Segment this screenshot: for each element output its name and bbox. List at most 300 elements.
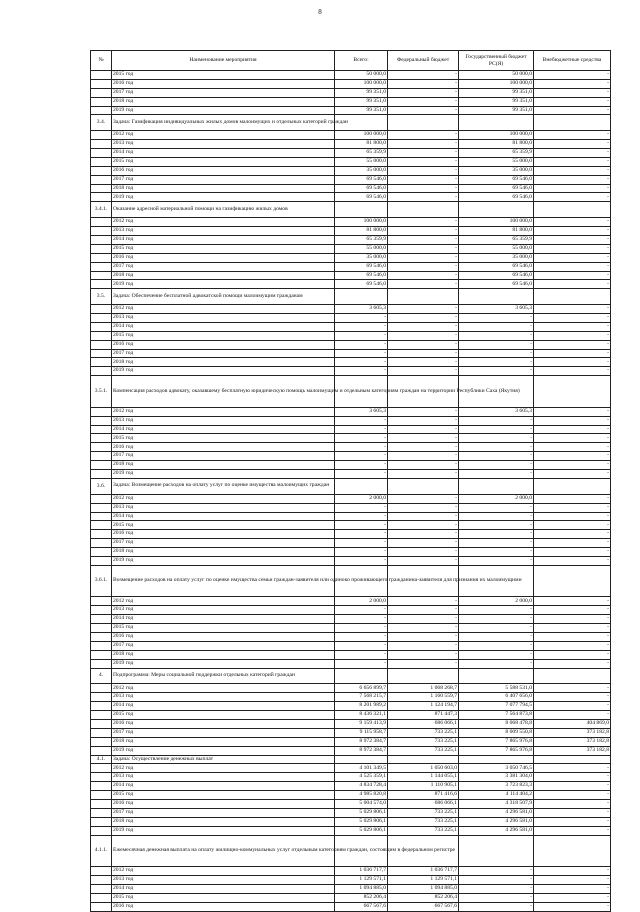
table-row — [91, 313, 611, 322]
cell-state: - — [459, 313, 534, 322]
cell-offbudget: - — [534, 227, 611, 236]
cell-offbudget: 373 182,8 — [534, 746, 611, 755]
cell-total: 9 159 413,9 — [335, 719, 388, 728]
cell-federal: - — [388, 97, 459, 106]
row-name: Оказание адресной материальной помощи на газификацию жилых домов — [112, 202, 335, 218]
cell-total: - — [335, 367, 388, 376]
row-code — [91, 893, 112, 902]
cell-total — [335, 202, 388, 218]
cell-federal: - — [388, 106, 459, 115]
cell-federal: - — [388, 530, 459, 539]
cell-total: 3 605,3 — [335, 305, 388, 314]
cell-total: - — [335, 322, 388, 331]
table-row — [91, 407, 611, 416]
table-row — [91, 331, 611, 340]
row-name: 2019 год — [112, 193, 335, 202]
cell-state — [459, 289, 534, 305]
row-name: 2013 год — [112, 876, 335, 885]
row-name: Компенсация расходов адвокату, оказавшему бесплатную юридическую помощь малоимущим и отдельным категориям граждан на территории Республики Саха (Якутия) — [112, 376, 335, 408]
table-row — [91, 340, 611, 349]
cell-total: - — [335, 443, 388, 452]
cell-federal: - — [388, 71, 459, 80]
cell-offbudget: - — [534, 876, 611, 885]
row-code — [91, 443, 112, 452]
cell-state: 7 564 873,8 — [459, 711, 534, 720]
row-code — [91, 280, 112, 289]
row-code — [91, 817, 112, 826]
cell-state: - — [459, 452, 534, 461]
table-row — [91, 149, 611, 158]
row-name: Возмещение расходов на оплату услуг по оценке имущества семьи граждан-заявителя или одиноко проживающего гражданина-заявителя для признания их малоимущими — [112, 565, 335, 597]
row-code — [91, 808, 112, 817]
cell-offbudget: - — [534, 884, 611, 893]
row-code: 3.5. — [91, 289, 112, 305]
row-code — [91, 684, 112, 693]
cell-offbudget: - — [534, 280, 611, 289]
cell-state: - — [459, 556, 534, 565]
row-name: 2019 год — [112, 280, 335, 289]
row-code — [91, 702, 112, 711]
cell-total: - — [335, 548, 388, 557]
row-code — [91, 149, 112, 158]
row-name: 2016 год — [112, 253, 335, 262]
row-name: 2017 год — [112, 808, 335, 817]
cell-federal — [388, 202, 459, 218]
cell-offbudget: - — [534, 106, 611, 115]
cell-state: 35 000,0 — [459, 166, 534, 175]
row-name: 2013 год — [112, 140, 335, 149]
cell-state: 3 605,3 — [459, 305, 534, 314]
table-row — [91, 503, 611, 512]
header-state: Государственный бюджет РС(Я) — [459, 51, 534, 71]
cell-total: - — [335, 512, 388, 521]
row-name: 2013 год — [112, 693, 335, 702]
cell-federal: - — [388, 140, 459, 149]
cell-federal: - — [388, 184, 459, 193]
cell-state: 100 000,0 — [459, 79, 534, 88]
cell-state: 3 050 746,5 — [459, 764, 534, 773]
cell-federal: - — [388, 235, 459, 244]
cell-state: 5 588 531,0 — [459, 684, 534, 693]
cell-offbudget — [534, 478, 611, 494]
table-header-row — [91, 51, 611, 71]
row-code — [91, 556, 112, 565]
cell-federal: - — [388, 606, 459, 615]
cell-offbudget — [534, 289, 611, 305]
header-total: Всего: — [335, 51, 388, 71]
cell-federal: 1 094 885,0 — [388, 884, 459, 893]
row-code — [91, 884, 112, 893]
cell-total: 65 359,9 — [335, 149, 388, 158]
cell-total — [335, 289, 388, 305]
cell-total: 5 004 574,0 — [335, 799, 388, 808]
row-code — [91, 227, 112, 236]
row-code — [91, 322, 112, 331]
cell-federal: - — [388, 331, 459, 340]
table-row — [91, 416, 611, 425]
cell-state: 69 546,0 — [459, 280, 534, 289]
program-funding-table — [90, 50, 611, 912]
table-row — [91, 799, 611, 808]
row-code: 4.1.1. — [91, 835, 112, 867]
cell-offbudget: - — [534, 131, 611, 140]
cell-offbudget: - — [534, 193, 611, 202]
cell-total: - — [335, 434, 388, 443]
cell-state: 3 381 304,0 — [459, 773, 534, 782]
table-row — [91, 719, 611, 728]
row-name: Подпрограмма: Меры социальной поддержки отдельных категорий граждан — [112, 668, 335, 684]
table-row — [91, 193, 611, 202]
cell-state: - — [459, 650, 534, 659]
cell-offbudget: - — [534, 79, 611, 88]
cell-federal: 733 225,1 — [388, 808, 459, 817]
row-code — [91, 659, 112, 668]
cell-offbudget: - — [534, 157, 611, 166]
cell-offbudget — [534, 835, 611, 867]
cell-offbudget: - — [534, 893, 611, 902]
row-name: 2012 год — [112, 597, 335, 606]
cell-total: - — [335, 358, 388, 367]
cell-offbudget: - — [534, 244, 611, 253]
cell-total: 69 546,0 — [335, 184, 388, 193]
cell-total: - — [335, 606, 388, 615]
cell-offbudget: - — [534, 791, 611, 800]
row-name: 2014 год — [112, 782, 335, 791]
cell-total: - — [335, 530, 388, 539]
row-code — [91, 548, 112, 557]
row-code — [91, 140, 112, 149]
row-code — [91, 71, 112, 80]
cell-total — [335, 478, 388, 494]
row-name: Задача: Газификация индивидуальных жилых домов малоимущих и отдельных категорий граждан — [112, 115, 335, 131]
row-code — [91, 876, 112, 885]
cell-federal — [388, 668, 459, 684]
cell-offbudget: - — [534, 322, 611, 331]
row-code — [91, 425, 112, 434]
task-row — [91, 835, 611, 867]
cell-total: - — [335, 539, 388, 548]
row-code — [91, 434, 112, 443]
row-code — [91, 262, 112, 271]
row-code — [91, 597, 112, 606]
table-row — [91, 867, 611, 876]
row-code — [91, 719, 112, 728]
row-name: 2019 год — [112, 826, 335, 835]
row-code — [91, 157, 112, 166]
cell-total: 35 000,0 — [335, 253, 388, 262]
cell-offbudget: - — [534, 539, 611, 548]
cell-state: - — [459, 902, 534, 911]
cell-state: 3 723 823,3 — [459, 782, 534, 791]
cell-state: 4 296 581,0 — [459, 817, 534, 826]
cell-federal: - — [388, 494, 459, 503]
row-code — [91, 175, 112, 184]
cell-state: 81 800,0 — [459, 140, 534, 149]
cell-offbudget: - — [534, 556, 611, 565]
cell-offbudget — [534, 668, 611, 684]
row-name: Задача: Обеспечение бесплатной адвокатской помощи малоимущим гражданам — [112, 289, 335, 305]
row-name: 2017 год — [112, 349, 335, 358]
cell-total: - — [335, 633, 388, 642]
cell-offbudget: - — [534, 817, 611, 826]
cell-state: 6 407 656,0 — [459, 693, 534, 702]
cell-state: 65 359,9 — [459, 235, 534, 244]
cell-offbudget: - — [534, 88, 611, 97]
row-name: 2016 год — [112, 633, 335, 642]
row-name: 2019 год — [112, 367, 335, 376]
cell-total: 35 000,0 — [335, 166, 388, 175]
row-code — [91, 530, 112, 539]
cell-state: - — [459, 615, 534, 624]
cell-total: 1 036 717,7 — [335, 867, 388, 876]
task-row — [91, 376, 611, 408]
cell-state: 8 009 550,8 — [459, 728, 534, 737]
table-body — [91, 71, 611, 912]
cell-offbudget: - — [534, 503, 611, 512]
cell-federal: 871 447,3 — [388, 711, 459, 720]
table-row — [91, 711, 611, 720]
cell-offbudget: - — [534, 358, 611, 367]
cell-total: - — [335, 425, 388, 434]
cell-offbudget: - — [534, 313, 611, 322]
row-name: 2019 год — [112, 659, 335, 668]
cell-federal: 733 225,1 — [388, 746, 459, 755]
row-code — [91, 791, 112, 800]
cell-federal — [388, 478, 459, 494]
cell-state: - — [459, 606, 534, 615]
row-name: 2014 год — [112, 149, 335, 158]
row-code — [91, 331, 112, 340]
table-row — [91, 633, 611, 642]
row-name: 2016 год — [112, 799, 335, 808]
cell-federal: - — [388, 244, 459, 253]
row-name: 2018 год — [112, 817, 335, 826]
row-name: 2015 год — [112, 893, 335, 902]
cell-state: 8 068 478,8 — [459, 719, 534, 728]
cell-offbudget — [534, 202, 611, 218]
cell-state: - — [459, 331, 534, 340]
cell-federal: - — [388, 262, 459, 271]
cell-state: 99 351,0 — [459, 106, 534, 115]
cell-federal: - — [388, 407, 459, 416]
cell-federal: 1 129 571,1 — [388, 876, 459, 885]
row-code — [91, 416, 112, 425]
row-code — [91, 615, 112, 624]
cell-federal: - — [388, 470, 459, 479]
cell-federal: - — [388, 624, 459, 633]
cell-federal: - — [388, 597, 459, 606]
page-number: 8 — [318, 8, 322, 16]
row-name: 2016 год — [112, 166, 335, 175]
row-name: 2014 год — [112, 884, 335, 893]
cell-federal: - — [388, 443, 459, 452]
cell-total: 4 525 359,1 — [335, 773, 388, 782]
table-row — [91, 876, 611, 885]
table-row — [91, 597, 611, 606]
cell-state — [459, 668, 534, 684]
cell-total: 69 546,0 — [335, 175, 388, 184]
cell-state — [459, 835, 534, 867]
cell-total: 55 000,0 — [335, 157, 388, 166]
cell-offbudget: - — [534, 494, 611, 503]
row-name: 2017 год — [112, 88, 335, 97]
cell-federal — [388, 115, 459, 131]
cell-offbudget: - — [534, 175, 611, 184]
cell-total: 6 656 899,7 — [335, 684, 388, 693]
row-name: 2018 год — [112, 461, 335, 470]
table-row — [91, 452, 611, 461]
cell-state: - — [459, 876, 534, 885]
cell-offbudget: - — [534, 349, 611, 358]
table-row — [91, 157, 611, 166]
cell-state: - — [459, 641, 534, 650]
row-code — [91, 470, 112, 479]
cell-state: 4 296 581,0 — [459, 808, 534, 817]
row-name: 2019 год — [112, 106, 335, 115]
cell-offbudget: - — [534, 262, 611, 271]
cell-federal: - — [388, 79, 459, 88]
cell-federal: 1 144 055,1 — [388, 773, 459, 782]
table-row — [91, 434, 611, 443]
row-code — [91, 358, 112, 367]
header-offbudget: Внебюджетные средства — [534, 51, 611, 71]
table-row — [91, 817, 611, 826]
row-name: 2012 год — [112, 867, 335, 876]
cell-offbudget: - — [534, 434, 611, 443]
row-code — [91, 79, 112, 88]
cell-total: - — [335, 556, 388, 565]
cell-offbudget: - — [534, 633, 611, 642]
cell-total: 99 351,0 — [335, 106, 388, 115]
cell-state: 4 114 404,2 — [459, 791, 534, 800]
table-row — [91, 280, 611, 289]
cell-total: 7 568 215,7 — [335, 693, 388, 702]
row-name: 2019 год — [112, 746, 335, 755]
row-code — [91, 253, 112, 262]
row-code — [91, 782, 112, 791]
row-name: 2012 год — [112, 764, 335, 773]
cell-state: - — [459, 434, 534, 443]
cell-state: - — [459, 470, 534, 479]
cell-total: - — [335, 470, 388, 479]
cell-total: 2 000,0 — [335, 494, 388, 503]
row-name: 2012 год — [112, 305, 335, 314]
row-name: 2012 год — [112, 407, 335, 416]
cell-offbudget: - — [534, 597, 611, 606]
cell-state: - — [459, 443, 534, 452]
cell-offbudget: - — [534, 443, 611, 452]
row-code — [91, 693, 112, 702]
row-name: 2014 год — [112, 425, 335, 434]
cell-total: 8 972 384,7 — [335, 746, 388, 755]
cell-state: 81 800,0 — [459, 227, 534, 236]
row-name: 2015 год — [112, 791, 335, 800]
cell-state: 69 546,0 — [459, 175, 534, 184]
cell-state: - — [459, 624, 534, 633]
cell-federal: - — [388, 512, 459, 521]
cell-total: 1 129 571,1 — [335, 876, 388, 885]
row-code — [91, 624, 112, 633]
table-row — [91, 97, 611, 106]
cell-state: - — [459, 367, 534, 376]
row-name: 2015 год — [112, 521, 335, 530]
cell-total: - — [335, 349, 388, 358]
row-name: 2018 год — [112, 271, 335, 280]
cell-offbudget: - — [534, 650, 611, 659]
table-row — [91, 606, 611, 615]
row-code — [91, 461, 112, 470]
table-row — [91, 764, 611, 773]
table-row — [91, 884, 611, 893]
row-code — [91, 494, 112, 503]
row-name: 2013 год — [112, 503, 335, 512]
row-code: 3.4.1. — [91, 202, 112, 218]
cell-offbudget — [534, 115, 611, 131]
cell-federal: 1 110 905,1 — [388, 782, 459, 791]
cell-offbudget: - — [534, 166, 611, 175]
row-name: 2016 год — [112, 443, 335, 452]
cell-federal: 733 225,1 — [388, 817, 459, 826]
row-code — [91, 131, 112, 140]
cell-state: 100 000,0 — [459, 131, 534, 140]
row-code — [91, 737, 112, 746]
table-row — [91, 521, 611, 530]
row-code: 3.4. — [91, 115, 112, 131]
cell-offbudget: - — [534, 71, 611, 80]
row-name: 2016 год — [112, 340, 335, 349]
row-name: 2014 год — [112, 702, 335, 711]
cell-total: - — [335, 659, 388, 668]
cell-federal: - — [388, 88, 459, 97]
task-row — [91, 115, 611, 131]
cell-federal: - — [388, 340, 459, 349]
row-code — [91, 106, 112, 115]
cell-offbudget: - — [534, 641, 611, 650]
cell-offbudget: - — [534, 826, 611, 835]
cell-offbudget: - — [534, 624, 611, 633]
row-code — [91, 503, 112, 512]
cell-offbudget: - — [534, 521, 611, 530]
table-row — [91, 262, 611, 271]
cell-federal: - — [388, 322, 459, 331]
row-code — [91, 521, 112, 530]
cell-federal: 871 416,6 — [388, 791, 459, 800]
row-code — [91, 97, 112, 106]
table-row — [91, 902, 611, 911]
row-code: 4. — [91, 668, 112, 684]
cell-total: 69 546,0 — [335, 271, 388, 280]
row-name: 2015 год — [112, 624, 335, 633]
cell-federal: - — [388, 539, 459, 548]
cell-federal: 686 066,1 — [388, 799, 459, 808]
cell-total: - — [335, 624, 388, 633]
cell-total: 4 985 820,8 — [335, 791, 388, 800]
table-row — [91, 512, 611, 521]
cell-federal: 1 036 717,7 — [388, 867, 459, 876]
header-federal: Федеральный бюджет — [388, 51, 459, 71]
row-code — [91, 313, 112, 322]
cell-federal: - — [388, 615, 459, 624]
cell-total: 4 834 728,4 — [335, 782, 388, 791]
cell-federal: - — [388, 149, 459, 158]
cell-state: - — [459, 659, 534, 668]
row-name: 2018 год — [112, 184, 335, 193]
cell-offbudget: - — [534, 684, 611, 693]
row-code — [91, 728, 112, 737]
cell-state: - — [459, 867, 534, 876]
cell-offbudget: - — [534, 331, 611, 340]
cell-state: - — [459, 416, 534, 425]
